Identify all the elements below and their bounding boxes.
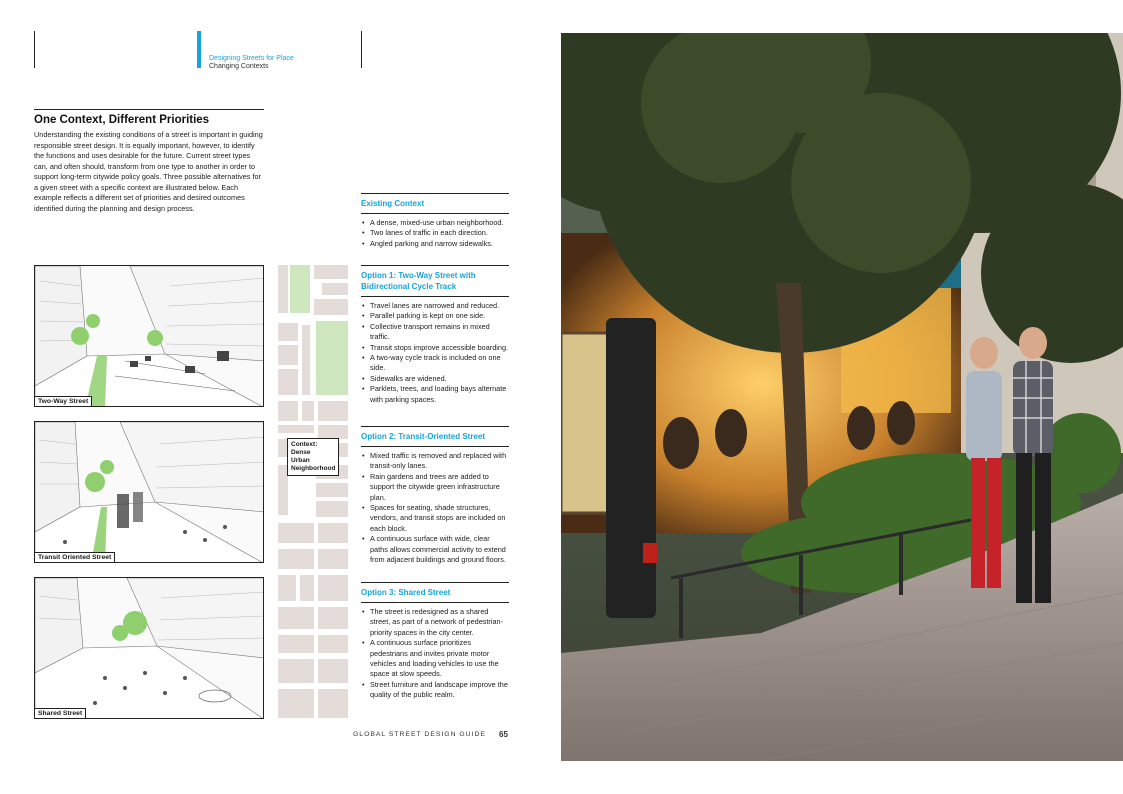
list-item: • Two lanes of traffic in each direction. xyxy=(361,228,509,238)
option-title: Existing Context xyxy=(361,193,509,214)
list-item: • A continuous surface prioritizes pedestrians and invites private motor vehicles and loading vehicles to use the space at slow speeds. xyxy=(361,638,509,680)
illustration-transit-oriented-street xyxy=(34,421,264,563)
option-bullets xyxy=(361,218,509,249)
illustration-caption: Shared Street xyxy=(35,708,86,718)
intro-section xyxy=(34,109,264,214)
option-1-two-way-street xyxy=(361,265,509,405)
list-item: • Collective transport remains in mixed traffic. xyxy=(361,322,509,343)
street-sketch-shared xyxy=(35,578,264,719)
list-item: • Travel lanes are narrowed and reduced. xyxy=(361,301,509,311)
figure-ground-map xyxy=(278,265,348,718)
photo-illustration xyxy=(561,33,1123,761)
list-item: • Rain gardens and trees are added to support the citywide green infrastructure plan. xyxy=(361,472,509,503)
map-blocks xyxy=(278,265,348,718)
list-item: • Parklets, trees, and loading bays alternate with parking spaces. xyxy=(361,384,509,405)
context-label-line: Context: xyxy=(291,441,318,448)
section-heading: One Context, Different Priorities xyxy=(34,114,210,126)
margin-rule-right xyxy=(361,31,362,68)
list-item: • A two-way cycle track is included on one side. xyxy=(361,353,509,374)
list-item: • Spaces for seating, shade structures, vendors, and transit stops are included on each block. xyxy=(361,503,509,534)
context-label-line: Neighborhood xyxy=(291,465,336,472)
illustration-caption: Two-Way Street xyxy=(35,396,92,406)
running-head-subtitle: Changing Contexts xyxy=(209,63,269,70)
street-sketch-two-way xyxy=(35,266,264,407)
list-item: • The street is redesigned as a shared street, as part of a network of pedestrian-priority spaces in the city center. xyxy=(361,607,509,638)
option-title: Option 3: Shared Street xyxy=(361,582,509,603)
option-bullets xyxy=(361,301,509,405)
illustration-two-way-street xyxy=(34,265,264,407)
list-item: • A continuous surface with wide, clear paths allows commercial activity to extend from adjacent buildings and ground floors. xyxy=(361,534,509,565)
page-footer xyxy=(353,730,508,739)
option-title: Option 2: Transit-Oriented Street xyxy=(361,426,509,447)
guide-title: GLOBAL STREET DESIGN GUIDE xyxy=(353,731,486,738)
street-sketch-transit xyxy=(35,422,264,563)
list-item: • Parallel parking is kept on one side. xyxy=(361,311,509,321)
option-3-shared-street xyxy=(361,582,509,701)
list-item: • Angled parking and narrow sidewalks. xyxy=(361,239,509,249)
option-title: Option 1: Two-Way Street with Bidirectional Cycle Track xyxy=(361,265,509,297)
option-existing-context xyxy=(361,193,509,249)
context-label-line: Urban xyxy=(291,457,310,464)
context-label-line: Dense xyxy=(291,449,311,456)
running-head-title: Designing Streets for Place xyxy=(209,55,294,62)
list-item: • Street furniture and landscape improve the quality of the public realm. xyxy=(361,680,509,701)
page-number: 65 xyxy=(499,730,508,739)
list-item: • Sidewalks are widened. xyxy=(361,374,509,384)
option-2-transit-oriented-street xyxy=(361,426,509,565)
section-body: Understanding the existing conditions of a street is important in guiding responsible street design. It is equally important, however, to identify the functions and uses desirable for the future. Current street types can, and often should, transform from one type to another in order to support long-term citywide policy goals. Three possible alternatives for a given street with a specific context are illustrated below. Each example reflects a different set of priorities and desired outcomes identified during the planning and design process. xyxy=(34,130,263,213)
context-label xyxy=(287,438,339,476)
illustration-shared-street xyxy=(34,577,264,719)
option-bullets xyxy=(361,607,509,701)
option-bullets xyxy=(361,451,509,565)
list-item: • Mixed traffic is removed and replaced with transit-only lanes. xyxy=(361,451,509,472)
list-item: • A dense, mixed-use urban neighborhood. xyxy=(361,218,509,228)
margin-rule-left xyxy=(34,31,35,68)
list-item: • Transit stops improve accessible boarding. xyxy=(361,343,509,353)
street-cafe-photo xyxy=(561,33,1123,761)
illustration-caption: Transit Oriented Street xyxy=(35,552,115,562)
running-head xyxy=(197,31,294,68)
